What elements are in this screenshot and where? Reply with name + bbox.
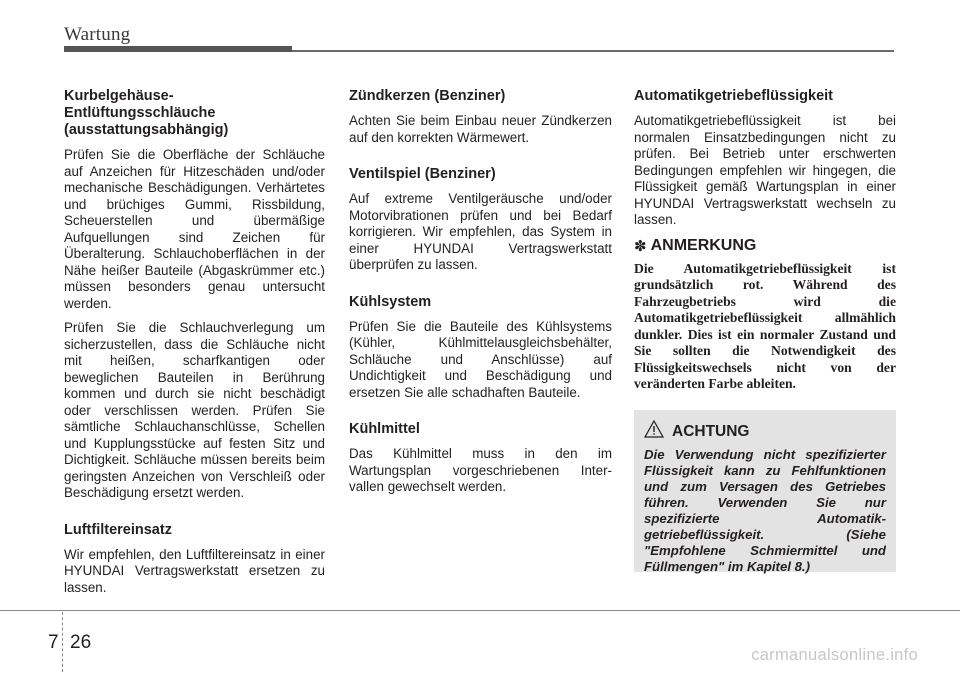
paragraph-coolant: Das Kühlmittel muss in den im Wartungsplan vorgeschriebenen Inter- vallen gewechselt werden. [349, 446, 612, 494]
section-title: Wartung [64, 24, 131, 45]
caution-heading-label: ACHTUNG [672, 422, 750, 440]
heading-air-filter: Luftfiltereinsatz [64, 521, 172, 538]
column-left [64, 88, 325, 604]
heading-crankcase-hoses: Kurbelgehäuse- Entlüftungsschläuche (ausstattungsabhängig) [64, 88, 229, 138]
chapter-number: 7 [48, 632, 59, 653]
column-right [634, 88, 896, 393]
paragraph-air-filter: Wir empfehlen, den Luftfiltereinsatz in einer HYUNDAI Vertragswerkstatt ersetzen zu lassen. [64, 546, 325, 595]
heading-cooling-system: Kühlsystem [349, 293, 432, 310]
paragraph-cooling-system: Prüfen Sie die Bauteile des Kühlsystems (Kühler, Kühlmittelausgleichsbehälter, Schläuche und Anschlüsse) auf Undichtigkeit und Beschädigung und ersetzen Sie alle schadhaften Bauteile. [349, 318, 612, 400]
heading-automatic-transmission-fluid: Automatikgetriebeflüssigkeit [634, 88, 834, 104]
note-heading-label: ANMERKUNG [650, 236, 757, 254]
caution-body: Die Verwendung nicht spezifizierter Flüssigkeit kann zu Fehlfunktionen und zum Versagen des Getriebes führen. Verwenden Sie nur spezifizierte Automatik- getriebeflüssigkeit. (Siehe "Empfohlene Schmiermittel und Füllmengen" im Kapitel 8.) [644, 447, 886, 574]
footer-divider [62, 612, 63, 672]
header-rule-accent [64, 46, 292, 52]
note-body: Die Automatikgetriebeflüssigkeit ist grundsätzlich rot. Während des Fahrzeugbetriebs wird die Automatikgetriebeflüssigkeit allmählich dunkler. Dies ist ein normaler Zustand und Sie sollten die Notwendigkeit des Flüssigkeitswechsels nicht von der veränderten Farbe ableiten. [634, 260, 896, 391]
watermark: carmanualsonline.info [751, 646, 918, 664]
caution-box [634, 410, 896, 572]
caution-heading [644, 420, 886, 443]
paragraph-hose-routing: Prüfen Sie die Schlauchverlegung um sicherzustellen, dass die Schläuche nicht mit heißen, scharfkantigen oder beweglichen Bauteilen in Berührung kommen und durch sie nicht beschädigt oder verschlissen werden. Prüfen Sie sämtliche Schlauchanschlüsse, Schellen und Kupplungsstücke auf festen Sitz und Dichtigkeit. Schläuche müssen bereits beim geringsten Anzeichen von Verschleiß oder Beschädigung ersetzt werden. [64, 320, 325, 500]
paragraph-spark-plugs: Achten Sie beim Einbau neuer Zündkerzen auf den korrekten Wärmewert. [349, 113, 612, 145]
paragraph-automatic-transmission-fluid: Automatikgetriebeflüssigkeit ist bei normalen Einsatzbedingungen nicht zu prüfen. Bei Betrieb unter erschwerten Bedingungen empfehlen wir hingegen, die Flüssigkeit gemäß Wartungsplan in einer HYUNDAI Vertragswerkstatt wechseln zu lassen. [634, 113, 896, 227]
note-heading [634, 237, 896, 255]
heading-valve-clearance: Ventilspiel (Benziner) [349, 166, 496, 182]
heading-coolant: Kühlmittel [349, 421, 420, 437]
footer-rule [0, 610, 960, 611]
asterisk-icon: ✽ [634, 237, 647, 255]
paragraph-valve-clearance: Auf extreme Ventilgeräusche und/oder Motorvibrationen prüfen und bei Bedarf korrigieren. Wir empfehlen, das System in einer HYUNDAI Vertragswerkstatt überprüfen zu lassen. [349, 191, 612, 272]
heading-spark-plugs: Zündkerzen (Benziner) [349, 88, 506, 104]
paragraph-hose-surface: Prüfen Sie die Oberfläche der Schläuche auf Anzeichen für Hitzeschäden und/oder mechanische Beschädigungen. Verhärtetes und brüchiges Gummi, Rissbildung, Scheuerstellen und übermäßige Aufquellungen sind Zeichen für Überalterung. Schlauchoberflächen in der Nähe heißer Bauteile (Abgaskrümmer etc.) müssen besonders genau untersucht werden. [64, 147, 325, 311]
warning-triangle-icon [644, 420, 664, 443]
page-number: 26 [70, 632, 92, 653]
column-middle [349, 88, 612, 504]
